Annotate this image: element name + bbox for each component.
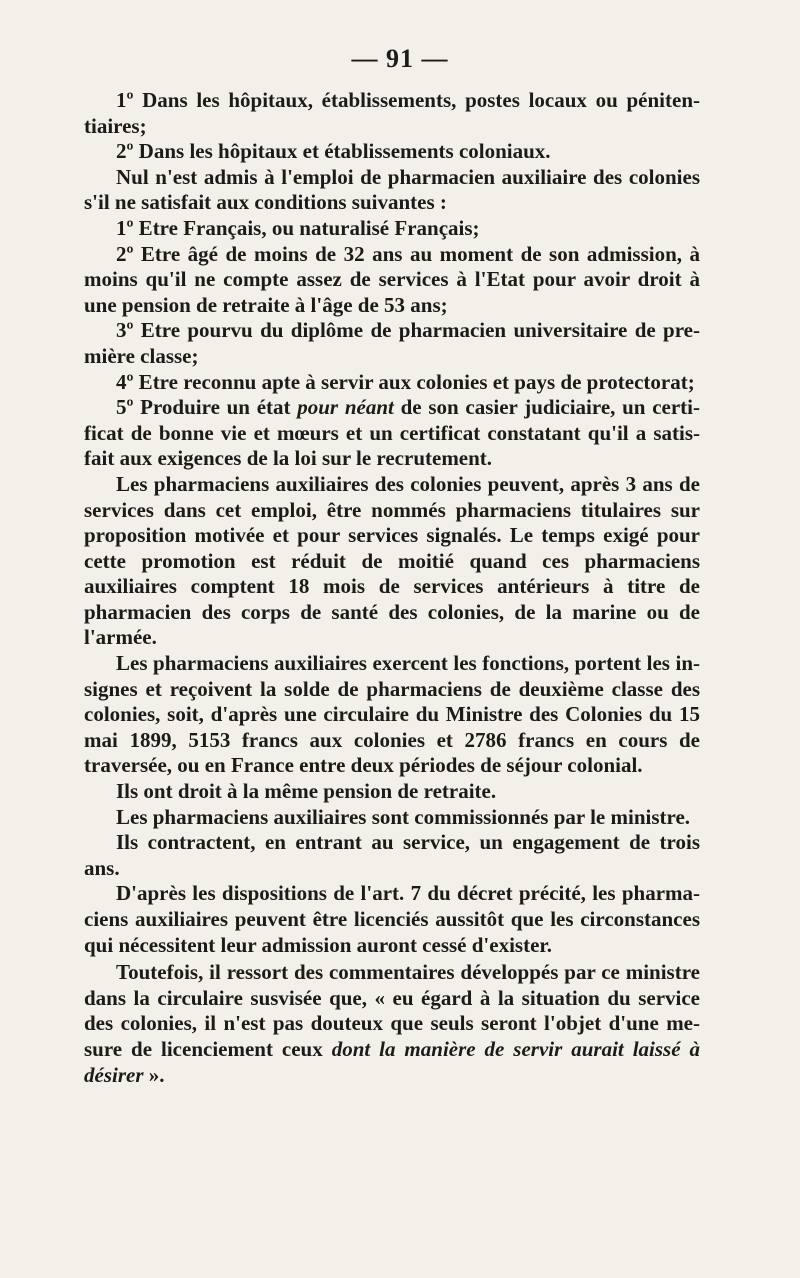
paragraph-text: de son casier judiciaire, un certi- ficat de bonne vie et mœurs et un certificat constatant qu'il a satis- fait aux exigences de la loi sur le recrutement.	[84, 395, 701, 471]
paragraph: 1º Etre Français, ou naturalisé Français;	[116, 215, 480, 240]
paragraph-text: 5º Produire un état	[116, 395, 298, 420]
paragraph: Les pharmaciens auxiliaires sont commissionnés par le ministre.	[116, 804, 691, 829]
paragraph	[84, 395, 700, 472]
paragraph: 3º Etre pourvu du diplôme de pharmacien universitaire de pre- mière classe;	[84, 318, 700, 368]
paragraph-text: Toutefois, il ressort des commentaires développés par ce ministre dans la circulaire susvisée que, « eu égard à la situation du service des colonies, il n'est pas douteux que seuls seront l'objet d'une me- sure de licenciement ceux	[84, 960, 700, 1061]
paragraph: 1º Dans les hôpitaux, établissements, postes locaux ou péniten- tiaires;	[84, 88, 700, 138]
paragraph-text: ».	[143, 1062, 165, 1087]
page-number: — 91 —	[351, 44, 449, 73]
paragraph: 4º Etre reconnu apte à servir aux colonies et pays de protectorat;	[116, 369, 695, 394]
paragraph: 2º Etre âgé de moins de 32 ans au moment de son admission, à moins qu'il ne compte assez de services à l'Etat pour avoir droit à une pension de retraite à l'âge de 53 ans;	[84, 241, 700, 317]
paragraph: Ils contractent, en entrant au service, un engagement de trois ans.	[84, 830, 700, 880]
paragraph	[84, 960, 700, 1088]
paragraph: Les pharmaciens auxiliaires des colonies peuvent, après 3 ans de services dans cet emploi, être nommés pharmaciens titulaires sur proposition motivée et pour services signalés. Le temps exigé pour cette promotion est réduit de moitié quand ces pharmaciens auxiliaires comptent 18 mois de services antérieurs à titre de pharmacien des corps de santé des colonies, de la marine ou de l'armée.	[84, 471, 700, 650]
paragraph: D'après les dispositions de l'art. 7 du décret précité, les pharma- ciens auxiliaires peuvent être licenciés aussitôt que les circonstances qui nécessitent leur admission auront cessé d'exister.	[84, 881, 700, 957]
paragraph: 2º Dans les hôpitaux et établissements coloniaux.	[116, 139, 551, 164]
paragraph: Les pharmaciens auxiliaires exercent les fonctions, portent les in- signes et reçoivent la solde de pharmaciens de deuxième classe des colonies, soit, d'après une circulaire du Ministre des Colonies du 15 mai 1899, 5153 francs aux colonies et 2786 francs en cours de traversée, ou en France entre deux périodes de séjour colonial.	[84, 651, 700, 778]
italic-phrase: pour néant	[297, 395, 394, 420]
paragraph: Ils ont droit à la même pension de retraite.	[116, 779, 497, 804]
italic-phrase: dont la manière de servir aurait laissé à désirer	[84, 1036, 700, 1087]
body-text	[84, 88, 700, 1088]
paragraph: Nul n'est admis à l'emploi de pharmacien auxiliaire des colonies s'il ne satisfait aux conditions suivantes :	[84, 164, 700, 215]
